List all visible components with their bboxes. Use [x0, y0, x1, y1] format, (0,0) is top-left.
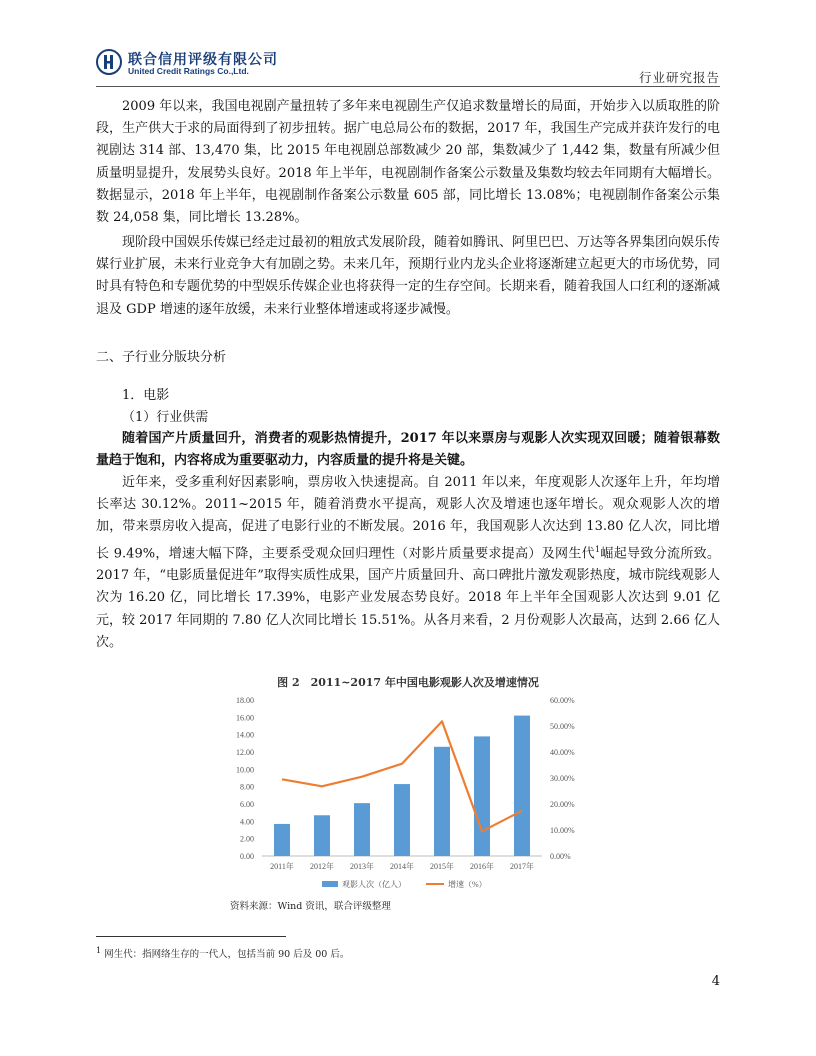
footnote-text: 网生代：指网络生存的一代人，包括当前 90 后及 00 后。 — [101, 949, 350, 961]
y-left-tick-label: 12.00 — [236, 748, 254, 757]
paragraph-industry-outlook: 现阶段中国娱乐传媒已经走过最初的粗放式发展阶段，随着如腾讯、阿里巴巴、万达等各界集团向娱乐传媒行业扩展，未来行业竞争大有加剧之势。未来几年，预期行业内龙头企业将逐渐建立起更大的市场优势，同时具有特色和专题优势的中型娱乐传媒企业也将获得一定的生存空间。长期来看，随着我国人口红利的逐渐减退及 GDP 增速的逐年放缓，未来行业整体增速或将逐步减慢。 — [96, 235, 721, 317]
audience-chart — [96, 666, 720, 916]
y-left-tick-label: 16.00 — [236, 713, 254, 723]
chart-title: 图 2 2011~2017 年中国电影观影人次及增速情况 — [277, 676, 539, 689]
x-tick-label: 2014年 — [390, 862, 414, 871]
header-divider — [96, 86, 720, 87]
chart-source: 资料来源：Wind 资讯，联合评级整理 — [230, 901, 391, 912]
x-tick-label: 2017年 — [510, 862, 534, 871]
company-name-cn: 联合信用评级有限公司 — [128, 52, 278, 68]
x-tick-label: 2016年 — [470, 862, 494, 871]
y-right-tick-label: 10.00% — [550, 826, 575, 835]
x-tick-label: 2011年 — [270, 862, 294, 871]
y-right-tick-label: 30.00% — [550, 774, 575, 783]
footnote-ref[interactable]: 1 — [595, 544, 601, 554]
bar-2015年 — [434, 747, 450, 856]
y-right-tick-label: 40.00% — [550, 748, 575, 757]
bar-2014年 — [394, 784, 410, 856]
sub-heading-supply-demand: （1）行业供需 — [122, 410, 209, 425]
y-left-tick-label: 18.00 — [236, 696, 254, 705]
y-left-tick-label: 10.00 — [236, 765, 254, 775]
y-right-tick-label: 0.00% — [550, 852, 571, 861]
paragraph-part-b: 崛起导致分流所致。2017 年，“电影质量促进年”取得实质性成果，国产片质量回升、高口碑批片激发观影热度，城市院线观影人次为 16.20 亿，同比增长 17.39%，电影产业发展态势良好。2018 年上半年全国观影人次达到 9.01 亿元，较 2017 年同期的 7.80 亿人次同比增长 15.51%。从各月来看，2 月份观影人次最高，达到 2.66 亿人次。 — [96, 545, 720, 650]
bar-2013年 — [354, 803, 370, 856]
company-name-en: United Credit Ratings Co.,Ltd. — [128, 66, 249, 76]
y-left-tick-label: 6.00 — [240, 800, 254, 809]
report-type: 行业研究报告 — [638, 70, 720, 85]
bar-2012年 — [314, 815, 330, 856]
x-tick-label: 2012年 — [310, 862, 334, 871]
legend-line-label: 增速（%） — [448, 880, 487, 889]
footnote-mark: 1 — [96, 946, 102, 955]
paragraph-tv-drama: 2009 年以来，我国电视剧产量扭转了多年来电视剧生产仅追求数量增长的局面，开始步入以质取胜的阶段，生产供大于求的局面得到了初步扭转。据广电总局公布的数据，2017 年，我国生产完成并获许发行的电视剧达 314 部、13,470 集，比 2015 年电视剧总部数减少 20 部，集数减少了 1,442 集，数量有所减少但质量明显提升，发展势头良好。2018 年上半年，电视剧制作备案公示数量及集数均较去年同期有大幅增长。数据显示，2018 年上半年，电视剧制作备案公示数量 605 部，同比增长 13.08%；电视剧制作备案公示集数 24,058 集，同比增长 13.28%。 — [96, 99, 720, 226]
bar-2011年 — [274, 824, 290, 856]
page-header — [96, 44, 720, 86]
chart-canvas — [96, 666, 720, 898]
bold-summary: 随着国产片质量回升，消费者的观影热情提升，2017 年以来票房与观影人次实现双回暖；随着银幕数量趋于饱和，内容将成为重要驱动力，内容质量的提升将是关键。 — [96, 431, 720, 469]
bar-2016年 — [474, 736, 490, 856]
y-left-tick-label: 14.00 — [236, 730, 254, 740]
bar-2017年 — [514, 716, 530, 856]
company-logo-icon — [96, 49, 122, 75]
section-heading: 二、子行业分版块分析 — [96, 350, 227, 365]
footnote — [96, 946, 349, 960]
y-left-tick-label: 8.00 — [240, 782, 254, 792]
paragraph-film-audience — [96, 472, 720, 654]
page-number: 4 — [711, 974, 720, 989]
y-right-tick-label: 20.00% — [550, 800, 575, 809]
y-left-tick-label: 0.00 — [240, 852, 254, 861]
y-left-tick-label: 4.00 — [240, 817, 254, 827]
x-tick-label: 2015年 — [430, 862, 454, 871]
legend-bar-swatch — [322, 881, 338, 887]
footnote-divider — [96, 936, 286, 937]
y-left-tick-label: 2.00 — [240, 834, 254, 844]
y-right-tick-label: 50.00% — [550, 722, 575, 731]
y-right-tick-label: 60.00% — [550, 696, 575, 705]
x-tick-label: 2013年 — [350, 862, 374, 871]
legend-bar-label: 观影人次（亿人） — [342, 880, 406, 889]
paragraph-part-a: 近年来，受多重利好因素影响，票房收入快速提高。自 2011 年以来，年度观影人次逐年上升，年均增长率达 30.12%。2011~2015 年，随着消费水平提高，观影人次及增速也逐年增长。观众观影人次的增加，带来票房收入提高，促进了电影行业的不断发展。2016 年，我国观影人次达到 13.80 亿人次，同比增长 9.49%，增速大幅下降，主要系受观众回归理性（对影片质量要求提高）及网生代 — [96, 475, 720, 561]
sub-heading-film: 1．电影 — [122, 388, 170, 403]
